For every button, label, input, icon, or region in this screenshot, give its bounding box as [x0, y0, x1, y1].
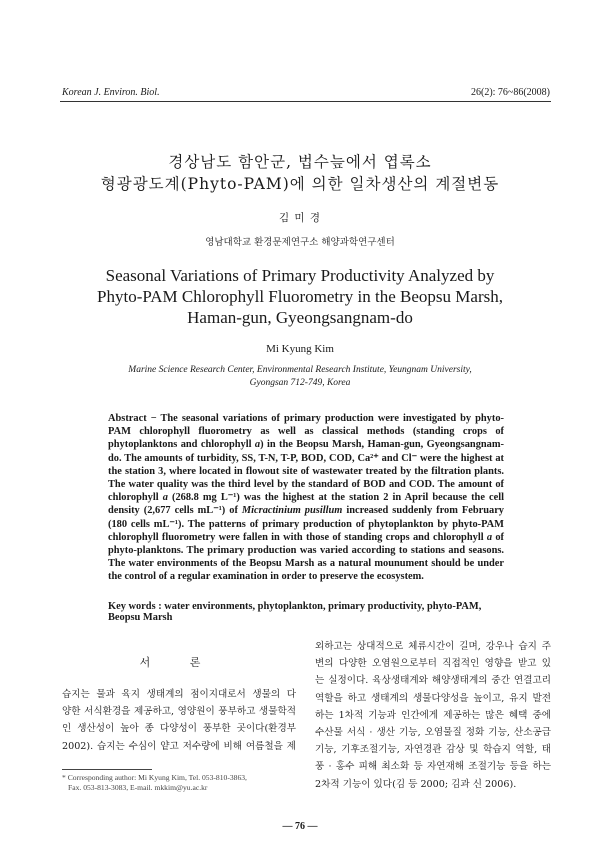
footnote: [62, 773, 302, 793]
header-rule: [60, 101, 551, 102]
body-right-line: 2차적 기능이 있다(김 등 2000; 김과 신 2006).: [315, 778, 517, 790]
body-right-line: 하는 1차적 기능과 인간에게 제공하는 많은 혜택 중에: [315, 709, 551, 721]
abstract-text-5: of phyto-planktons. The primary production was varied according to stations and seasons. The water environments of the Beopsu Marsh as a natural mounument should be under the control of a regular examination in order to preserve the ecosystem.: [108, 531, 504, 583]
korean-affiliation: 영남대학교 환경문제연구소 해양과학연구센터: [205, 237, 395, 248]
abstract-italic-1: a: [254, 439, 261, 451]
abstract-text-1: The seasonal variations of primary production were investigated by phyto-PAM chlorophyll fluorometry as well as classical methods (standing crops of phytoplanktons and chlorophyll: [108, 413, 504, 451]
korean-author: 김 미 경: [278, 212, 322, 224]
footnote-line-2: Fax. 053-813-3083, E-mail. mkkim@yu.ac.kr: [68, 783, 208, 792]
body-right-line: 역할을 하고 생태계의 생물다양성을 높이고, 유지 발전: [315, 692, 551, 704]
abstract-text-3: (268.8 mg L⁻¹) was the highest at the station 2 in April because the cell density (2,677 cells mL⁻¹) of: [108, 492, 504, 517]
abstract-label: Abstract: [108, 413, 147, 424]
body-right-line: 풍 · 홍수 피해 최소화 등 자연재해 조절기능 등을 하는: [315, 761, 551, 773]
page-number: — 76 —: [282, 821, 318, 832]
korean-title-line-2: 형광광도계(Phyto-PAM)에 의한 일차생산의 계절변동: [100, 175, 500, 193]
footnote-rule: [62, 769, 152, 770]
english-affiliation-line-2: Gyongsan 712-749, Korea: [249, 378, 351, 388]
volume-pages: 26(2): 76~86(2008): [470, 87, 550, 98]
body-right-line: 기능, 기후조절기능, 자연경관 감상 및 학습지 역할, 태: [315, 744, 551, 756]
keywords: Key words : water environments, phytoplankton, primary productivity, phyto-PAM, Beopsu Marsh: [108, 601, 482, 623]
body-right-line: 수산물 서식 · 생산 기능, 오염물질 정화 기능, 산소공급: [315, 727, 551, 739]
abstract-italic-2: a: [162, 492, 168, 504]
footnote-line-1: * Corresponding author: Mi Kyung Kim, Tel. 053-810-3863,: [62, 773, 247, 782]
english-title-line-2: Phyto-PAM Chlorophyll Fluorometry in the Beopsu Marsh,: [97, 287, 503, 306]
body-right-line: 변의 다양한 오염원으로부터 직접적인 영향을 받고 있: [315, 658, 551, 670]
section-heading-introduction: 서 론: [139, 656, 219, 669]
body-column-right: [315, 638, 551, 793]
abstract-dash: −: [146, 413, 161, 424]
body-left-line: 습지는 물과 육지 생태계의 점이지대로서 생물의 다: [62, 689, 296, 700]
english-author: Mi Kyung Kim: [266, 343, 334, 355]
body-right-line: 는 실정이다. 육상생태계와 해양생태계의 중간 연결고리: [315, 675, 551, 687]
body-left-line: 인 생산성이 높아 종 다양성이 풍부한 곳이다(환경부: [62, 723, 296, 735]
korean-title-line-1: 경상남도 함안군, 법수늪에서 엽록소: [168, 153, 432, 171]
body-left-line: 양한 서식환경을 제공하고, 영양원이 풍부하고 생물학적: [62, 706, 296, 718]
abstract-italic-4: a: [486, 531, 493, 543]
body-column-left: [62, 686, 296, 755]
abstract: [108, 412, 504, 584]
english-title-line-3: Haman-gun, Gyeongsangnam-do: [187, 308, 413, 327]
abstract-species-name: Micractinium pusillum: [241, 505, 343, 517]
abstract-text-2: ) in the Beopsu Marsh, Haman-gun, Gyeongsangnam-do. The amounts of turbidity, SS, T-N, T-P, BOD, COD, Ca²⁺ and Cl⁻ were the highest at the station 3, where located in flowout site of wastewater treated by the filtration plants. The water quality was the third level by the standard of BOD and COD. The amount of chlorophyll: [108, 439, 504, 504]
body-left-line: 2002). 습지는 수심이 얕고 저수량에 비해 여름철을 제: [62, 740, 296, 752]
english-title-line-1: Seasonal Variations of Primary Productivity Analyzed by: [105, 266, 495, 285]
body-right-line: 외하고는 상대적으로 체류시간이 길며, 강우나 습지 주: [315, 641, 551, 652]
abstract-text-4: increased suddenly from February (180 cells mL⁻¹). The patterns of primary production of phytoplankton by phyto-PAM chlorophyll fluorometry were fallen in with those of standing crops and chlorophyll: [108, 505, 504, 543]
english-affiliation-line-1: Marine Science Research Center, Environmental Research Institute, Yeungnam University,: [128, 365, 472, 375]
journal-name: Korean J. Environ. Biol.: [62, 87, 160, 98]
